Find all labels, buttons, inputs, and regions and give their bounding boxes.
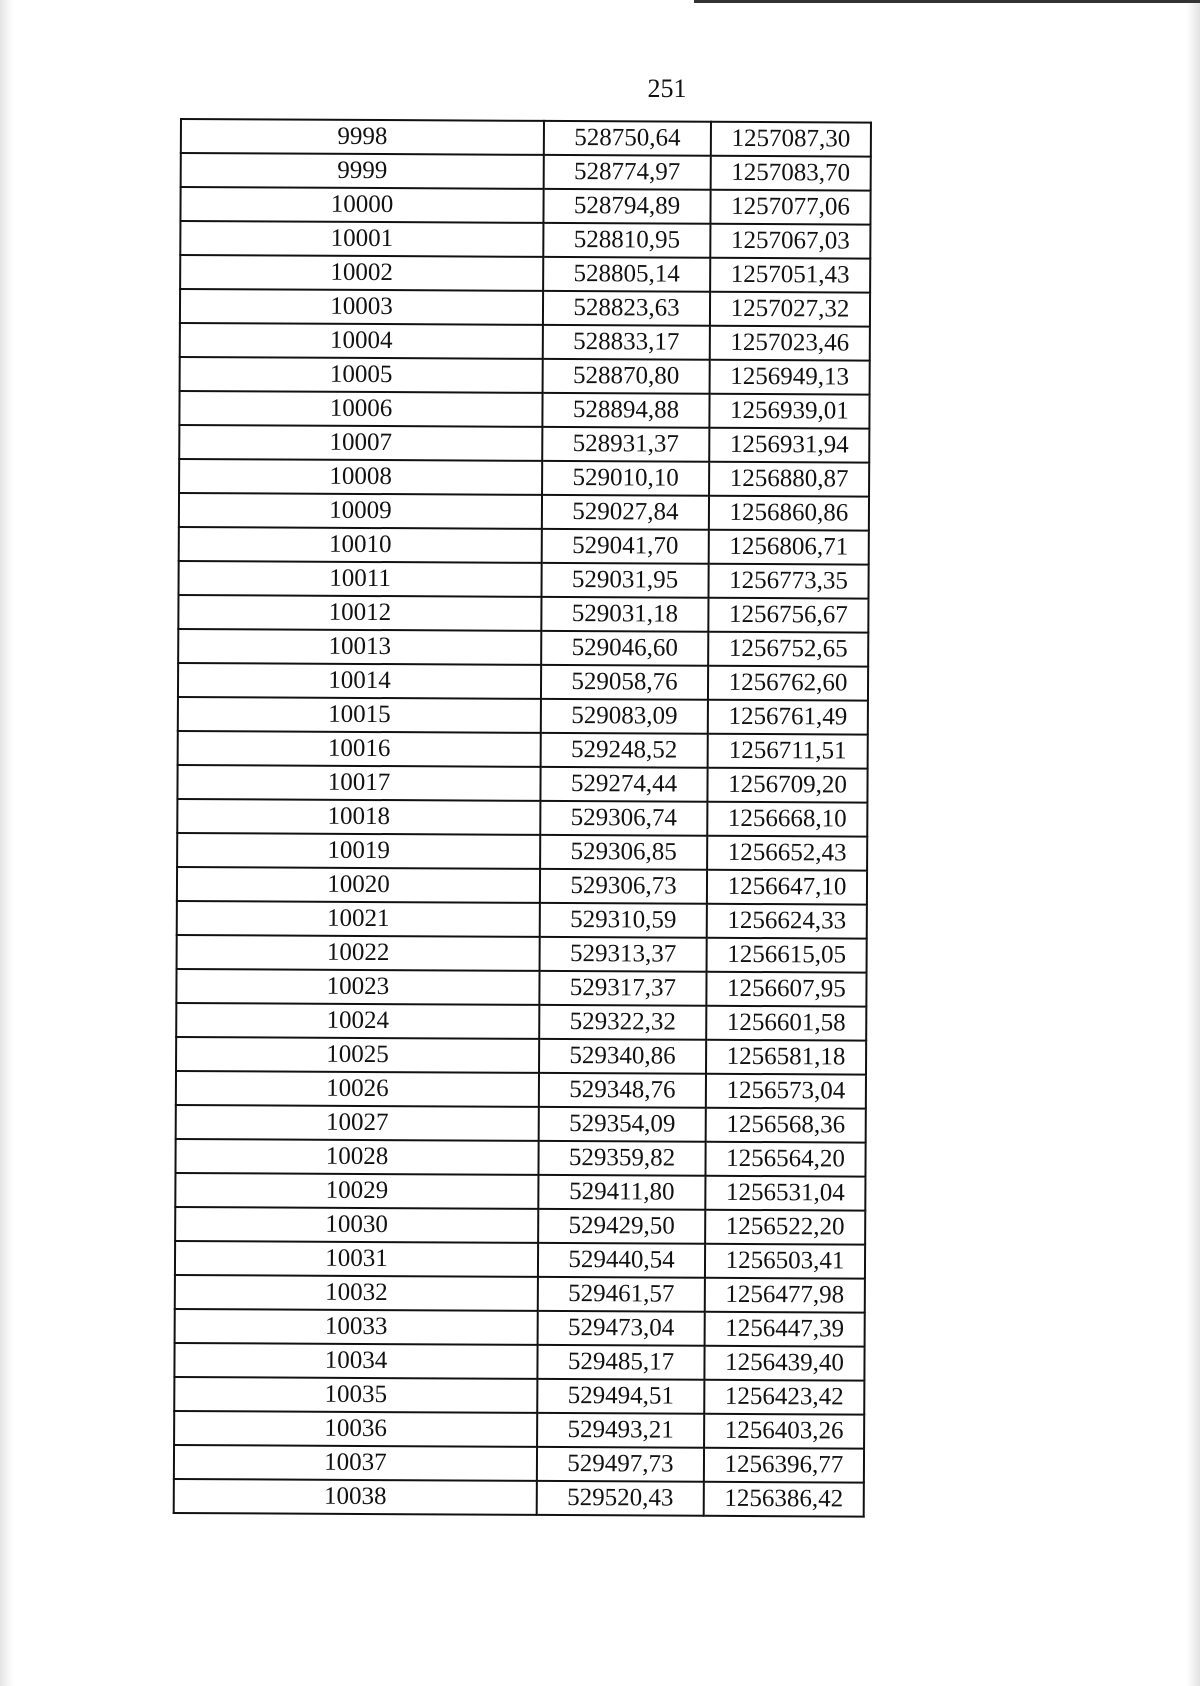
y-coordinate-cell: 1257023,46 bbox=[710, 326, 870, 361]
x-coordinate-cell: 529010,10 bbox=[542, 461, 709, 496]
y-coordinate-cell: 1256939,01 bbox=[709, 394, 869, 429]
x-coordinate-cell: 529340,86 bbox=[539, 1039, 706, 1074]
point-number-cell: 10025 bbox=[176, 1037, 539, 1073]
table-row bbox=[176, 1037, 866, 1075]
y-coordinate-cell: 1256880,87 bbox=[709, 462, 869, 497]
y-coordinate-cell: 1256752,65 bbox=[708, 632, 868, 667]
table-row bbox=[177, 833, 867, 871]
x-coordinate-cell: 528805,14 bbox=[543, 257, 710, 292]
table-row bbox=[174, 1411, 864, 1449]
y-coordinate-cell: 1256447,39 bbox=[705, 1312, 865, 1347]
table-row bbox=[178, 663, 868, 701]
point-number-cell: 10022 bbox=[177, 935, 540, 971]
x-coordinate-cell: 529306,73 bbox=[540, 869, 707, 904]
point-number-cell: 10017 bbox=[177, 765, 540, 801]
table-row bbox=[180, 221, 870, 259]
point-number-cell: 10002 bbox=[180, 255, 543, 291]
y-coordinate-cell: 1257051,43 bbox=[710, 258, 870, 293]
y-coordinate-cell: 1256949,13 bbox=[710, 360, 870, 395]
table-row bbox=[180, 289, 870, 327]
table-row bbox=[179, 391, 869, 429]
x-coordinate-cell: 528774,97 bbox=[544, 155, 711, 190]
point-number-cell: 10010 bbox=[179, 527, 542, 563]
point-number-cell: 10018 bbox=[177, 799, 540, 835]
table-row bbox=[175, 1173, 865, 1211]
point-number-cell: 9999 bbox=[181, 153, 544, 189]
coordinates-table bbox=[173, 118, 872, 1518]
x-coordinate-cell: 529354,09 bbox=[539, 1107, 706, 1142]
y-coordinate-cell: 1256581,18 bbox=[706, 1040, 866, 1075]
table-row bbox=[181, 153, 871, 191]
table-row bbox=[179, 425, 869, 463]
point-number-cell: 10027 bbox=[176, 1105, 539, 1141]
point-number-cell: 10032 bbox=[175, 1275, 538, 1311]
y-coordinate-cell: 1256711,51 bbox=[708, 734, 868, 769]
point-number-cell: 10001 bbox=[180, 221, 543, 257]
table-row bbox=[177, 867, 867, 905]
x-coordinate-cell: 529027,84 bbox=[542, 495, 709, 530]
table-row bbox=[178, 595, 868, 633]
y-coordinate-cell: 1257083,70 bbox=[711, 156, 871, 191]
y-coordinate-cell: 1256601,58 bbox=[706, 1006, 866, 1041]
y-coordinate-cell: 1256503,41 bbox=[705, 1244, 865, 1279]
x-coordinate-cell: 529485,17 bbox=[537, 1345, 704, 1380]
y-coordinate-cell: 1256396,77 bbox=[704, 1448, 864, 1483]
y-coordinate-cell: 1256615,05 bbox=[707, 938, 867, 973]
y-coordinate-cell: 1256439,40 bbox=[704, 1346, 864, 1381]
scan-edge-left bbox=[0, 0, 14, 1686]
y-coordinate-cell: 1256564,20 bbox=[705, 1142, 865, 1177]
point-number-cell: 10021 bbox=[177, 901, 540, 937]
x-coordinate-cell: 529306,85 bbox=[540, 835, 707, 870]
y-coordinate-cell: 1256477,98 bbox=[705, 1278, 865, 1313]
table-row bbox=[177, 901, 867, 939]
y-coordinate-cell: 1256386,42 bbox=[704, 1482, 864, 1517]
point-number-cell: 10019 bbox=[177, 833, 540, 869]
x-coordinate-cell: 529058,76 bbox=[541, 665, 708, 700]
point-number-cell: 10023 bbox=[176, 969, 539, 1005]
table-row bbox=[175, 1241, 865, 1279]
point-number-cell: 10037 bbox=[174, 1445, 537, 1481]
point-number-cell: 10024 bbox=[176, 1003, 539, 1039]
y-coordinate-cell: 1256531,04 bbox=[705, 1176, 865, 1211]
x-coordinate-cell: 529031,95 bbox=[541, 563, 708, 598]
table-row bbox=[179, 493, 869, 531]
point-number-cell: 10034 bbox=[174, 1343, 537, 1379]
x-coordinate-cell: 529310,59 bbox=[540, 903, 707, 938]
x-coordinate-cell: 529274,44 bbox=[540, 767, 707, 802]
x-coordinate-cell: 529359,82 bbox=[538, 1141, 705, 1176]
x-coordinate-cell: 528794,89 bbox=[543, 189, 710, 224]
x-coordinate-cell: 529440,54 bbox=[538, 1243, 705, 1278]
y-coordinate-cell: 1256860,86 bbox=[709, 496, 869, 531]
table-row bbox=[174, 1479, 864, 1517]
point-number-cell: 10006 bbox=[179, 391, 542, 427]
point-number-cell: 10030 bbox=[175, 1207, 538, 1243]
x-coordinate-cell: 529411,80 bbox=[538, 1175, 705, 1210]
table-row bbox=[177, 765, 867, 803]
point-number-cell: 10026 bbox=[176, 1071, 539, 1107]
table-row bbox=[179, 561, 869, 599]
table-row bbox=[176, 969, 866, 1007]
x-coordinate-cell: 529031,18 bbox=[541, 597, 708, 632]
x-coordinate-cell: 528823,63 bbox=[543, 291, 710, 326]
point-number-cell: 10003 bbox=[180, 289, 543, 325]
x-coordinate-cell: 529317,37 bbox=[539, 971, 706, 1006]
page-number: 251 bbox=[647, 74, 687, 103]
y-coordinate-cell: 1257077,06 bbox=[710, 190, 870, 225]
y-coordinate-cell: 1256806,71 bbox=[709, 530, 869, 565]
y-coordinate-cell: 1257087,30 bbox=[711, 122, 871, 157]
point-number-cell: 10020 bbox=[177, 867, 540, 903]
point-number-cell: 10035 bbox=[174, 1377, 537, 1413]
x-coordinate-cell: 528833,17 bbox=[543, 325, 710, 360]
table-row bbox=[178, 731, 868, 769]
table-row bbox=[180, 357, 870, 395]
table-row bbox=[176, 1105, 866, 1143]
table-row bbox=[174, 1445, 864, 1483]
point-number-cell: 10028 bbox=[175, 1139, 538, 1175]
y-coordinate-cell: 1256709,20 bbox=[707, 768, 867, 803]
table-row bbox=[178, 629, 868, 667]
point-number-cell: 10031 bbox=[175, 1241, 538, 1277]
point-number-cell: 10038 bbox=[174, 1479, 537, 1515]
y-coordinate-cell: 1256522,20 bbox=[705, 1210, 865, 1245]
y-coordinate-cell: 1256573,04 bbox=[706, 1074, 866, 1109]
y-coordinate-cell: 1256652,43 bbox=[707, 836, 867, 871]
x-coordinate-cell: 528810,95 bbox=[543, 223, 710, 258]
table-row bbox=[177, 935, 867, 973]
y-coordinate-cell: 1256931,94 bbox=[709, 428, 869, 463]
y-coordinate-cell: 1257067,03 bbox=[710, 224, 870, 259]
point-number-cell: 9998 bbox=[181, 119, 544, 155]
x-coordinate-cell: 529520,43 bbox=[537, 1481, 704, 1516]
y-coordinate-cell: 1256647,10 bbox=[707, 870, 867, 905]
table-row bbox=[175, 1139, 865, 1177]
scan-edge-right bbox=[1186, 0, 1200, 1686]
x-coordinate-cell: 529429,50 bbox=[538, 1209, 705, 1244]
y-coordinate-cell: 1256423,42 bbox=[704, 1380, 864, 1415]
x-coordinate-cell: 529083,09 bbox=[541, 699, 708, 734]
y-coordinate-cell: 1256762,60 bbox=[708, 666, 868, 701]
scan-top-line bbox=[694, 0, 1200, 3]
y-coordinate-cell: 1256668,10 bbox=[707, 802, 867, 837]
y-coordinate-cell: 1256773,35 bbox=[708, 564, 868, 599]
table-row bbox=[174, 1377, 864, 1415]
table-row bbox=[180, 255, 870, 293]
y-coordinate-cell: 1256624,33 bbox=[707, 904, 867, 939]
table-row bbox=[181, 119, 871, 157]
table-row bbox=[175, 1309, 865, 1347]
table-row bbox=[180, 323, 870, 361]
y-coordinate-cell: 1256756,67 bbox=[708, 598, 868, 633]
point-number-cell: 10007 bbox=[179, 425, 542, 461]
x-coordinate-cell: 529306,74 bbox=[540, 801, 707, 836]
x-coordinate-cell: 529322,32 bbox=[539, 1005, 706, 1040]
y-coordinate-cell: 1256403,26 bbox=[704, 1414, 864, 1449]
y-coordinate-cell: 1256761,49 bbox=[708, 700, 868, 735]
y-coordinate-cell: 1257027,32 bbox=[710, 292, 870, 327]
x-coordinate-cell: 529493,21 bbox=[537, 1413, 704, 1448]
point-number-cell: 10000 bbox=[180, 187, 543, 223]
x-coordinate-cell: 529046,60 bbox=[541, 631, 708, 666]
x-coordinate-cell: 529461,57 bbox=[538, 1277, 705, 1312]
x-coordinate-cell: 528870,80 bbox=[543, 359, 710, 394]
y-coordinate-cell: 1256568,36 bbox=[706, 1108, 866, 1143]
x-coordinate-cell: 529313,37 bbox=[540, 937, 707, 972]
point-number-cell: 10036 bbox=[174, 1411, 537, 1447]
x-coordinate-cell: 528894,88 bbox=[542, 393, 709, 428]
x-coordinate-cell: 529041,70 bbox=[542, 529, 709, 564]
x-coordinate-cell: 529248,52 bbox=[541, 733, 708, 768]
table-row bbox=[178, 697, 868, 735]
coordinates-table-body bbox=[174, 119, 871, 1517]
point-number-cell: 10011 bbox=[179, 561, 542, 597]
point-number-cell: 10014 bbox=[178, 663, 541, 699]
table-row bbox=[174, 1343, 864, 1381]
table-row bbox=[180, 187, 870, 225]
point-number-cell: 10016 bbox=[178, 731, 541, 767]
x-coordinate-cell: 529473,04 bbox=[538, 1311, 705, 1346]
point-number-cell: 10005 bbox=[180, 357, 543, 393]
point-number-cell: 10013 bbox=[178, 629, 541, 665]
x-coordinate-cell: 529348,76 bbox=[539, 1073, 706, 1108]
table-row bbox=[179, 459, 869, 497]
point-number-cell: 10008 bbox=[179, 459, 542, 495]
table-row bbox=[177, 799, 867, 837]
table-row bbox=[176, 1003, 866, 1041]
point-number-cell: 10009 bbox=[179, 493, 542, 529]
point-number-cell: 10029 bbox=[175, 1173, 538, 1209]
x-coordinate-cell: 528750,64 bbox=[544, 121, 711, 156]
x-coordinate-cell: 529494,51 bbox=[537, 1379, 704, 1414]
point-number-cell: 10012 bbox=[178, 595, 541, 631]
table-row bbox=[175, 1275, 865, 1313]
y-coordinate-cell: 1256607,95 bbox=[706, 972, 866, 1007]
point-number-cell: 10004 bbox=[180, 323, 543, 359]
x-coordinate-cell: 529497,73 bbox=[537, 1447, 704, 1482]
table-row bbox=[176, 1071, 866, 1109]
point-number-cell: 10015 bbox=[178, 697, 541, 733]
table-row bbox=[179, 527, 869, 565]
table-row bbox=[175, 1207, 865, 1245]
x-coordinate-cell: 528931,37 bbox=[542, 427, 709, 462]
point-number-cell: 10033 bbox=[175, 1309, 538, 1345]
